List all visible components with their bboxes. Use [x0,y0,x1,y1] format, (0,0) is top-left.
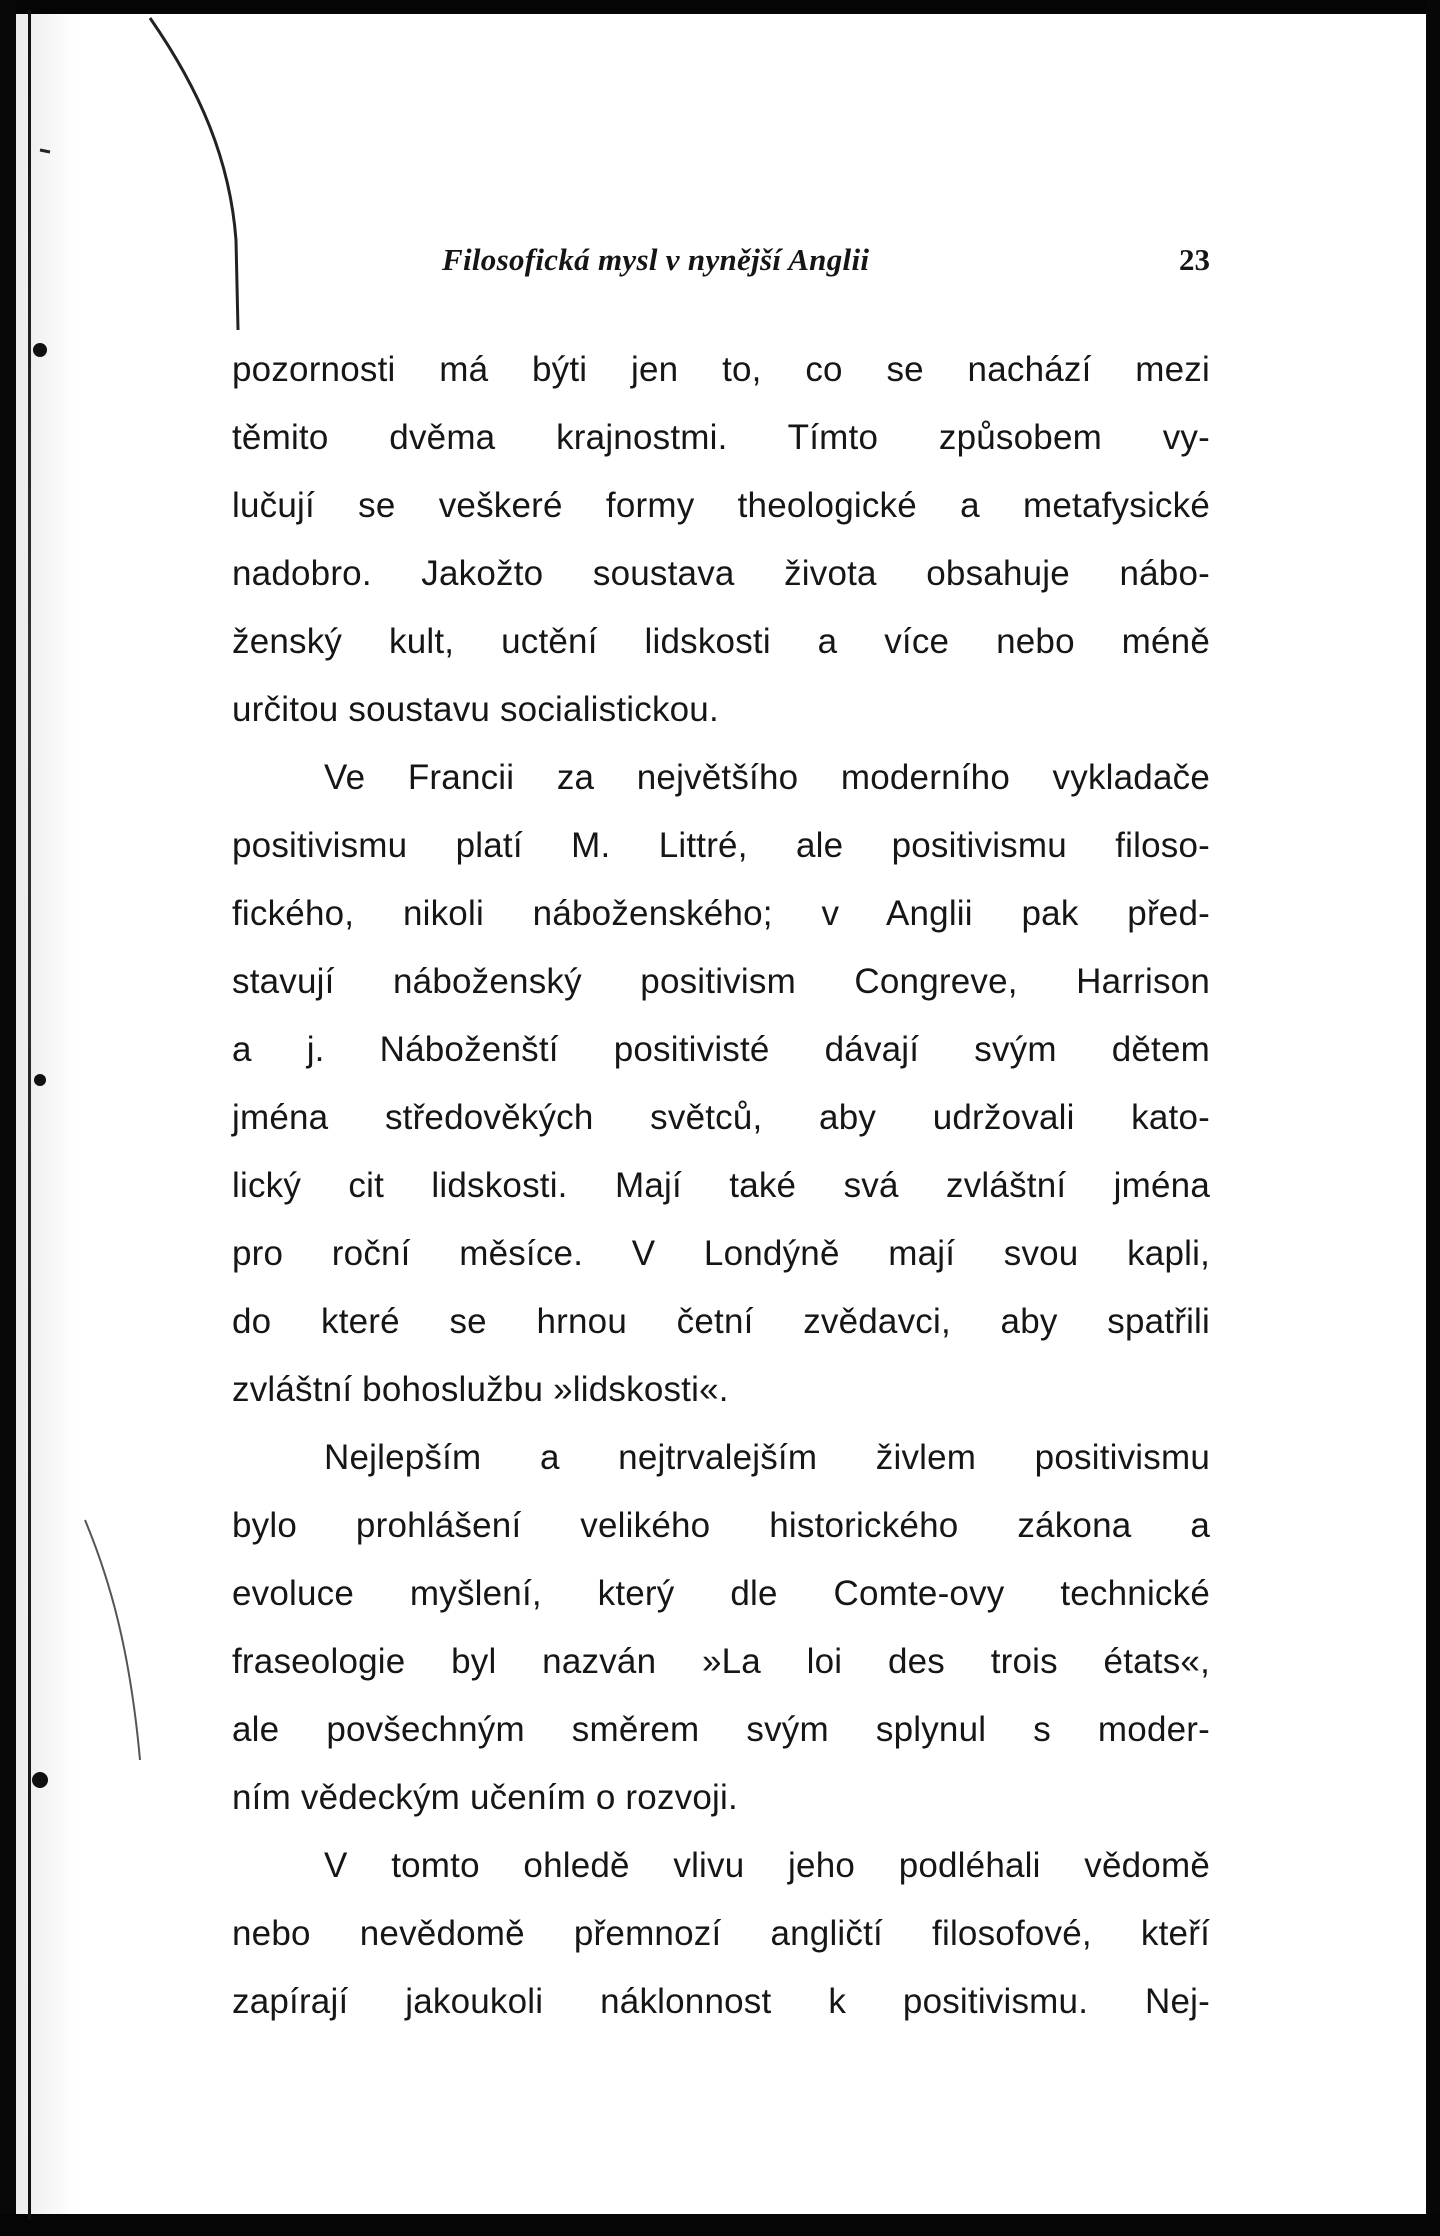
text-line: zapírají jakoukoli náklonnost k positivismu. Nej- [232,1982,1210,2021]
paragraph [232,1832,1210,2036]
text-line: lický cit lidskosti. Mají také svá zvláštní jména [232,1166,1210,1205]
text-line: stavují náboženský positivism Congreve, Harrison [232,962,1210,1001]
text-line: positivismu platí M. Littré, ale positivismu filoso- [232,826,1210,865]
scan-border-bottom [0,2214,1440,2236]
text-line: ale povšechným směrem svým splynul s moder- [232,1710,1210,1749]
text-line: Ve Francii za největšího moderního vykladače [324,758,1210,797]
text-line: bylo prohlášení velikého historického zákona a [232,1506,1210,1545]
text-line: pozornosti má býti jen to, co se nachází mezi [232,350,1210,389]
paragraph [232,336,1210,744]
text-line: Nejlepším a nejtrvalejším živlem positivismu [324,1438,1210,1477]
text-line: zvláštní bohoslužbu »lidskosti«. [232,1370,729,1409]
text-line: V tomto ohledě vlivu jeho podléhali vědomě [324,1846,1210,1885]
text-line: lučují se veškeré formy theologické a metafysické [232,486,1210,525]
text-line: ženský kult, uctění lidskosti a více nebo méně [232,622,1210,661]
text-line: ním vědeckým učením o rozvoji. [232,1778,738,1817]
paragraph [232,1424,1210,1832]
page-header [232,242,1210,286]
paragraph [232,744,1210,1424]
text-line: pro roční měsíce. V Londýně mají svou kapli, [232,1234,1210,1273]
scan-border-right [1426,0,1440,2236]
text-line: evoluce myšlení, který dle Comte-ovy technické [232,1574,1210,1613]
text-line: nadobro. Jakožto soustava života obsahuje nábo- [232,554,1210,593]
text-line: fraseologie byl nazván »La loi des trois états«, [232,1642,1210,1681]
text-line: jména středověkých světců, aby udržovali kato- [232,1098,1210,1137]
text-line: do které se hrnou četní zvědavci, aby spatřili [232,1302,1210,1341]
text-line: nebo nevědomě přemnozí angličtí filosofové, kteří [232,1914,1210,1953]
scan-artifact-marks [0,0,200,2236]
text-line: určitou soustavu socialistickou. [232,690,719,729]
running-title: Filosofická mysl v nynější Anglii [442,242,870,277]
text-line: a j. Náboženští positivisté dávají svým dětem [232,1030,1210,1069]
text-line: těmito dvěma krajnostmi. Tímto způsobem vy- [232,418,1210,457]
body-text [232,336,1210,2036]
text-line: fického, nikoli náboženského; v Anglii pak před- [232,894,1210,933]
page-number: 23 [1179,242,1210,277]
